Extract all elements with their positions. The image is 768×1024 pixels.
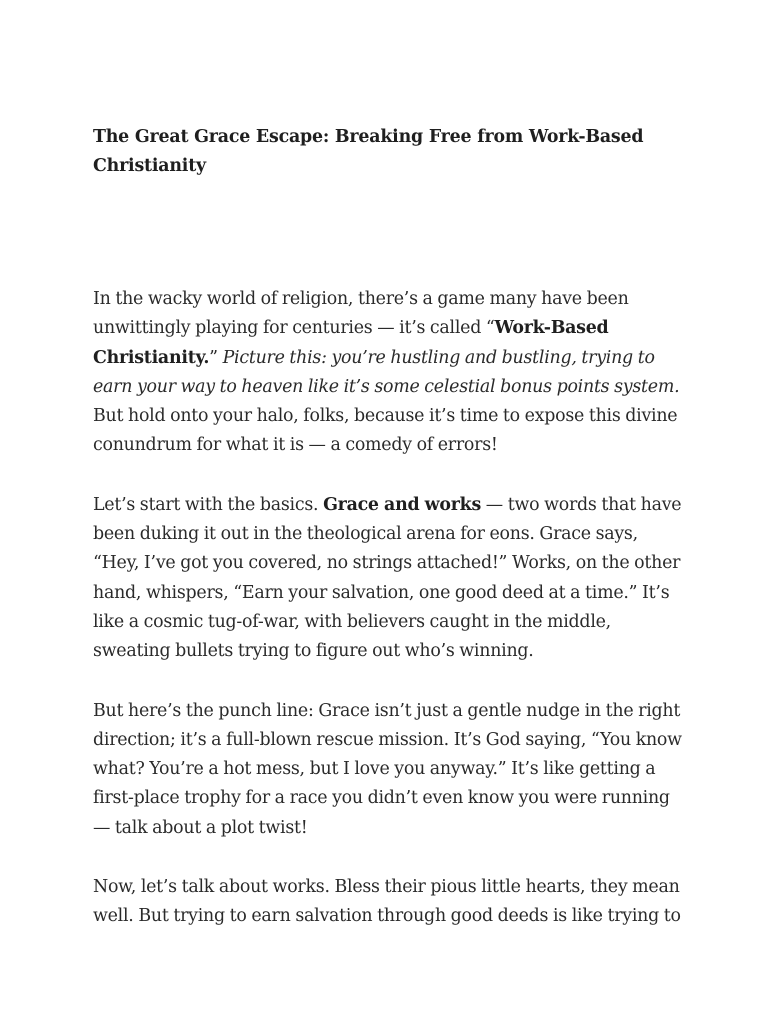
paragraph-2 bbox=[93, 491, 683, 667]
document-page bbox=[93, 123, 683, 962]
paragraph-1-bold-a: Work-Based Christianity. bbox=[93, 318, 609, 368]
paragraph-1-text-c: But hold onto your halo, folks, because it’s time to expose this divine conundrum for what it is — a comedy of errors! bbox=[93, 406, 678, 456]
paragraph-1-italic-a: Picture this: you’re hustling and bustling, trying to earn your way to heaven like it’s some celestial bonus points system. bbox=[93, 347, 680, 397]
paragraph-3: But here’s the punch line: Grace isn’t just a gentle nudge in the right direction; it’s a full-blown rescue mission. It’s God saying, “You know what? You’re a hot mess, but I love you anyway.” It’s like getting a first-place trophy for a race you didn’t even know you were running — talk about a plot twist! bbox=[93, 700, 682, 838]
paragraph-1-text-a: In the wacky world of religion, there’s a game many have been unwittingly playing for centuries — it’s called “ bbox=[93, 289, 629, 339]
paragraph-2-bold-a: Grace and works bbox=[323, 494, 482, 515]
paragraph-1-text-b: ” bbox=[209, 347, 223, 368]
article-title: The Great Grace Escape: Breaking Free from Work-Based Christianity bbox=[93, 127, 644, 176]
paragraph-2-text-a: Let’s start with the basics. bbox=[93, 494, 324, 515]
paragraph-2-text-b: — two words that have been duking it out in the theological arena for eons. Grace says, “Hey, I’ve got you covered, no strings attached!” Works, on the other hand, whispers, “Earn your salvation, one good deed at a time.” It’s like a cosmic tug-of-war, with believers caught in the middle, sweating bullets trying to figure out who’s winning. bbox=[93, 494, 682, 662]
paragraph-4: Now, let’s talk about works. Bless their pious little hearts, they mean well. But trying to earn salvation through good deeds is like trying to bbox=[93, 877, 681, 927]
paragraph-1 bbox=[93, 285, 683, 461]
